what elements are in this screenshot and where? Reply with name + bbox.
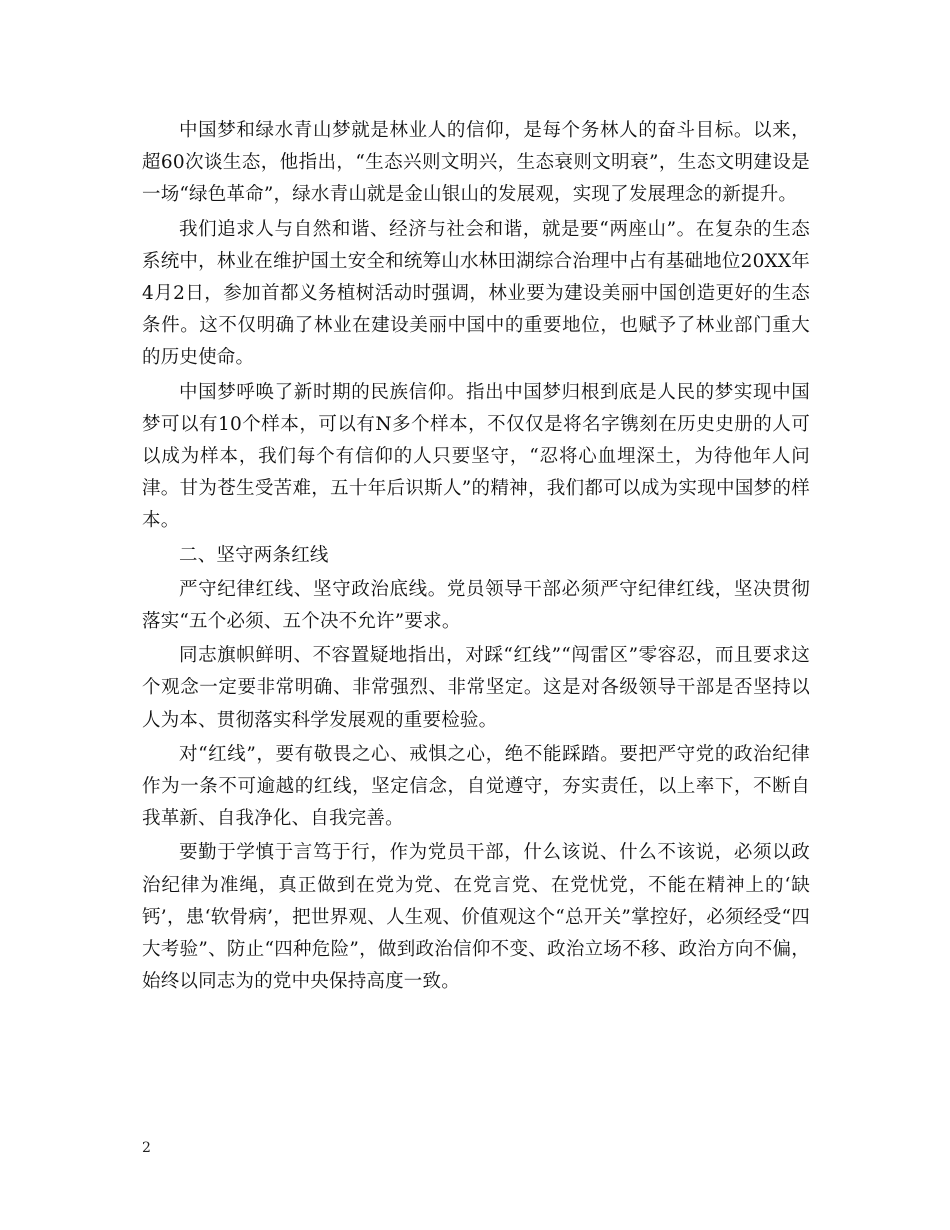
document-body bbox=[142, 115, 810, 1000]
page-number: 2 bbox=[142, 1140, 151, 1156]
paragraph-5: 同志旗帜鲜明、不容置疑地指出，对踩“红线”“闯雷区”零容忍，而且要求这个观念一定要非常明确、非常强烈、非常坚定。这是对各级领导干部是否坚持以人为本、贯彻落实科学发展观的重要检验。 bbox=[142, 645, 810, 731]
paragraph-2: 我们追求人与自然和谐、经济与社会和谐，就是要“两座山”。在复杂的生态系统中，林业在维护国土安全和统筹山水林田湖综合治理中占有基础地位20XX年4月2日，参加首都义务植树活动时强调，林业要为建设美丽中国创造更好的生态条件。这不仅明确了林业在建设美丽中国中的重要地位，也赋予了林业部门重大的历史使命。 bbox=[142, 218, 810, 369]
section-heading: 二、坚守两条红线 bbox=[179, 544, 329, 566]
paragraph-1: 中国梦和绿水青山梦就是林业人的信仰，是每个务林人的奋斗目标。以来，超60次谈生态，他指出，“生态兴则文明兴，生态衰则文明衰”，生态文明建设是一场“绿色革命”，绿水青山就是金山银山的发展观，实现了发展理念的新提升。 bbox=[142, 120, 810, 206]
paragraph-3: 中国梦呼唤了新时期的民族信仰。指出中国梦归根到底是人民的梦实现中国梦可以有10个样本，可以有N多个样本，不仅仅是将名字镌刻在历史史册的人可以成为样本，我们每个有信仰的人只要坚守，“忍将心血埋深土，为待他年人问津。甘为苍生受苦难，五十年后识斯人”的精神，我们都可以成为实现中国梦的样本。 bbox=[142, 381, 810, 532]
paragraph-7: 要勤于学慎于言笃于行，作为党员干部，什么该说、什么不该说，必须以政治纪律为准绳，真正做到在党为党、在党言党、在党忧党，不能在精神上的‘缺钙’，患‘软骨病’，把世界观、人生观、价值观这个“总开关”掌控好，必须经受“四大考验”、防止“四种危险”，做到政治信仰不变、政治立场不移、政治方向不偏，始终以同志为的党中央保持高度一致。 bbox=[142, 842, 810, 993]
paragraph-6: 对“红线”，要有敬畏之心、戒惧之心，绝不能踩踏。要把严守党的政治纪律作为一条不可逾越的红线，坚定信念，自觉遵守，夯实责任，以上率下，不断自我革新、自我净化、自我完善。 bbox=[142, 743, 810, 830]
paragraph-4: 严守纪律红线、坚守政治底线。党员领导干部必须严守纪律红线，坚决贯彻落实“五个必须、五个决不允许”要求。 bbox=[142, 578, 810, 633]
